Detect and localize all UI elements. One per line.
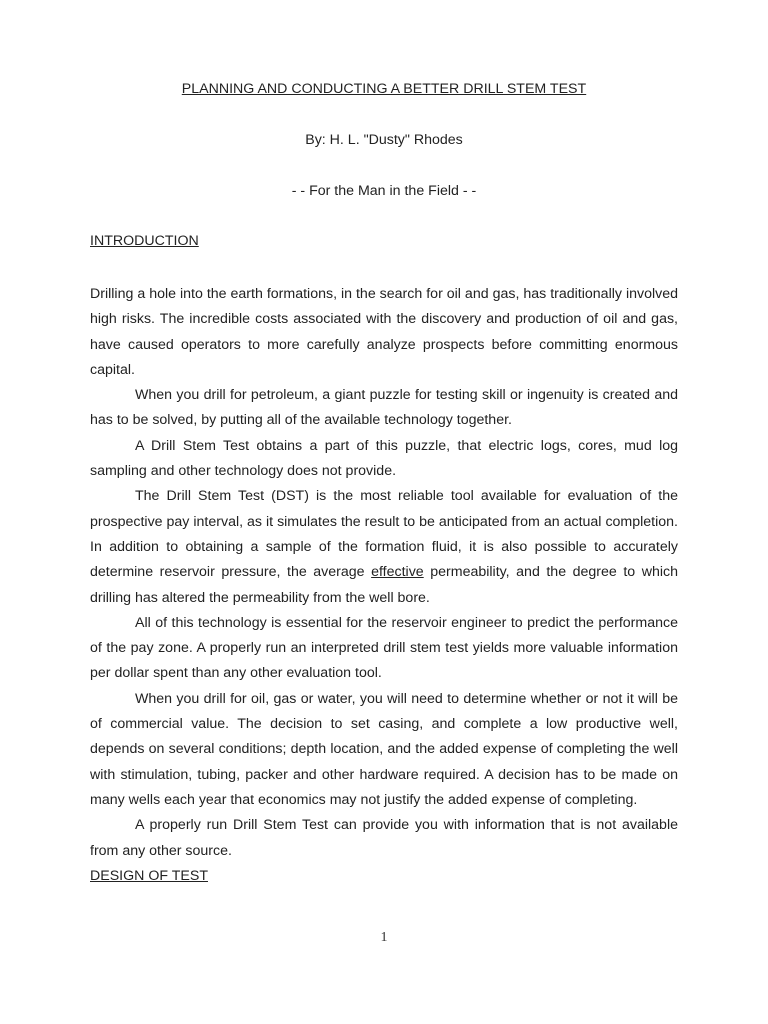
paragraph-4 <box>90 484 678 610</box>
paragraph-7: A properly run Drill Stem Test can provide you with information that is not available from any other source. <box>90 817 678 859</box>
body-text <box>90 282 678 889</box>
underlined-word-effective: effective <box>371 564 424 581</box>
paragraph-4-part-2: permeability, and the degree to which drilling has altered the permeability from the well bore. <box>90 564 678 606</box>
document-title: PLANNING AND CONDUCTING A BETTER DRILL STEM TEST <box>181 81 587 97</box>
section-heading-introduction: INTRODUCTION <box>90 233 199 249</box>
byline: By: H. L. "Dusty" Rhodes <box>305 132 463 148</box>
paragraph-2: When you drill for petroleum, a giant puzzle for testing skill or ingenuity is created and has to be solved, by putting all of the available technology together. <box>90 387 678 429</box>
page-number: 1 <box>380 930 388 945</box>
paragraph-1: Drilling a hole into the earth formations, in the search for oil and gas, has traditionally involved high risks. The incredible costs associated with the discovery and production of oil and gas, have caused operators to more carefully analyze prospects before committing enormous capital. <box>90 286 678 378</box>
paragraph-5: All of this technology is essential for the reservoir engineer to predict the performance of the pay zone. A properly run an interpreted drill stem test yields more valuable information per dollar spent than any other evaluation tool. <box>90 614 678 682</box>
subtitle: - - For the Man in the Field - - <box>291 183 477 199</box>
section-heading-design-of-test: DESIGN OF TEST <box>90 867 208 884</box>
paragraph-6: When you drill for oil, gas or water, you will need to determine whether or not it will be of commercial value. The decision to set casing, and complete a low productive well, depends on several conditions; depth location, and the added expense of completing the well with stimulation, tubing, packer and other hardware required. A decision has to be made on many wells each year that economics may not justify the added expense of completing. <box>90 690 678 808</box>
paragraph-4-part-1: The Drill Stem Test (DST) is the most reliable tool available for evaluation of the prospective pay interval, as it simulates the result to be anticipated from an actual completion. In addition to obtaining a sample of the formation fluid, it is also possible to accurately determine reservoir pressure, the average <box>90 488 678 581</box>
paragraph-3: A Drill Stem Test obtains a part of this puzzle, that electric logs, cores, mud log sampling and other technology does not provide. <box>90 437 678 480</box>
